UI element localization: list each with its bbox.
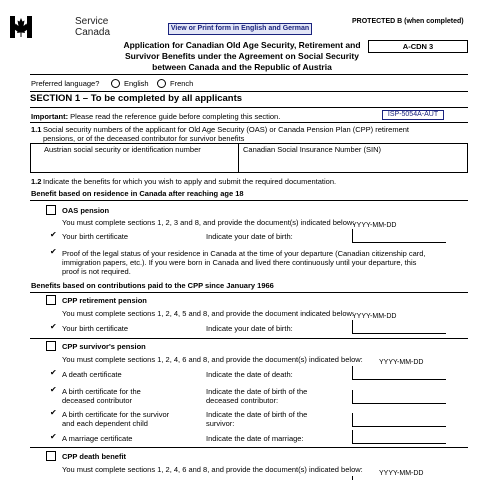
survivor-item4: A marriage certificate (62, 434, 133, 443)
form-title: Application for Canadian Old Age Security, Retirement and Survivor Benefits under the Agreement on Social Security between Canada and the Republic of Austria (123, 40, 361, 72)
cpp-retirement-checkbox[interactable] (46, 295, 56, 305)
checkmark-icon: ✔ (50, 230, 57, 239)
preferred-language-label: Preferred language? (31, 79, 100, 88)
q11-text-line2: pensions, or of the deceased contributor for survivor benefits (43, 134, 245, 143)
survivor-item3-line1: A birth certificate for the survivor (62, 410, 170, 419)
oas-instruction: You must complete sections 1, 2, 3 and 8, and provide the document(s) indicated below: (62, 218, 355, 227)
survivor-item3-line2: and each dependent child (62, 419, 148, 428)
q11-text-line1: Social security numbers of the applicant for Old Age Security (OAS) or Canada Pension Plan (CPP) retirement (43, 125, 410, 134)
residence-heading: Benefit based on residence in Canada after reaching age 18 (31, 189, 244, 198)
survivor-item3-prompt-line2: survivor: (206, 419, 235, 428)
view-print-button[interactable]: View or Print form in English and German (168, 23, 312, 35)
divider (30, 122, 468, 123)
important-label: Important: (31, 112, 69, 121)
oas-item2-line3: proof is not required. (62, 267, 131, 276)
oas-item2-line2: immigration papers, etc.). If you were born in Canada and lived there continuously until your departure, this (62, 258, 417, 267)
survivor-item4-prompt: Indicate the date of marriage: (206, 434, 304, 443)
contributor-birth-date-input[interactable] (352, 390, 446, 404)
section1-heading: SECTION 1 – To be completed by all applicants (30, 93, 243, 104)
oas-date-format: YYYY-MM-DD (352, 222, 397, 229)
english-radio[interactable] (111, 79, 120, 88)
survivor-item3-prompt-line1: Indicate the date of birth of the (206, 410, 308, 419)
divider (30, 91, 468, 92)
oas-item1-prompt: Indicate your date of birth: (206, 232, 293, 241)
service-canada-line1: Service (75, 16, 109, 27)
survivor-item2-line1: A birth certificate for the (62, 387, 141, 396)
cpp-retirement-date-format: YYYY-MM-DD (352, 313, 397, 320)
french-radio[interactable] (157, 79, 166, 88)
divider (30, 200, 468, 201)
important-text: Please read the reference guide before completing this section. (68, 112, 281, 121)
cpp-retirement-item1-prompt: Indicate your date of birth: (206, 324, 293, 333)
q11-number: 1.1 (31, 125, 42, 134)
cpp-retirement-label: CPP retirement pension (62, 296, 147, 305)
cpp-survivor-instruction: You must complete sections 1, 2, 4, 6 and 8, and provide the document(s) indicated below: (62, 355, 363, 364)
checkmark-icon: ✔ (50, 322, 57, 331)
cpp-death-benefit-checkbox[interactable] (46, 451, 56, 461)
survivor-item1: A death certificate (62, 370, 122, 379)
contributions-heading: Benefits based on contributions paid to the CPP since January 1966 (31, 281, 274, 290)
french-option-label: French (170, 79, 194, 88)
checkmark-icon: ✔ (50, 432, 57, 441)
survivor-item2-prompt-line1: Indicate the date of birth of the (206, 387, 308, 396)
cpp-retirement-item1: Your birth certificate (62, 324, 129, 333)
oas-birth-date-input[interactable] (352, 229, 446, 243)
cpp-death-date-format: YYYY-MM-DD (379, 470, 424, 477)
cpp-survivor-label: CPP survivor's pension (62, 342, 146, 351)
oas-pension-checkbox[interactable] (46, 205, 56, 215)
checkmark-icon: ✔ (50, 408, 57, 417)
checkmark-icon: ✔ (50, 385, 57, 394)
marriage-date-input[interactable] (352, 430, 446, 444)
protected-label: PROTECTED B (when completed) (352, 18, 464, 25)
survivor-item2-prompt-line2: deceased contributor: (206, 396, 279, 405)
cpp-death-instruction: You must complete sections 1, 2, 4, 6 and 8, and provide the document(s) indicated below: (62, 465, 363, 474)
oas-item2-line1: Proof of the legal status of your residence in Canada at the time of your departure (Canadian citizenship card, (62, 249, 426, 258)
checkmark-icon: ✔ (50, 247, 57, 256)
cpp-survivor-checkbox[interactable] (46, 341, 56, 351)
sin-label: Canadian Social Insurance Number (SIN) (243, 145, 381, 154)
cpp-retirement-instruction: You must complete sections 1, 2, 4, 5 and 8, and provide the document indicated below: (62, 309, 354, 318)
important-note (31, 112, 280, 121)
checkmark-icon: ✔ (50, 368, 57, 377)
austrian-ssn-input[interactable] (31, 156, 237, 172)
survivor-birth-date-input[interactable] (352, 413, 446, 427)
oas-item1: Your birth certificate (62, 232, 129, 241)
q12-text: Indicate the benefits for which you wish to apply and submit the required documentation. (43, 177, 337, 186)
cpp-death-benefit-label: CPP death benefit (62, 452, 127, 461)
divider (30, 107, 468, 108)
form-id-box: A-CDN 3 (368, 40, 468, 53)
divider (30, 338, 468, 339)
cpp-retirement-birth-date-input[interactable] (352, 320, 446, 334)
survivor-item1-prompt: Indicate the date of death: (206, 370, 293, 379)
divider (30, 74, 468, 75)
canada-flag-logo (10, 16, 32, 38)
sin-input[interactable] (239, 156, 467, 172)
divider (30, 292, 468, 293)
oas-pension-label: OAS pension (62, 206, 110, 215)
divider (30, 447, 468, 448)
service-canada-line2: Canada (75, 27, 111, 38)
survivor-item2-line2: deceased contributor (62, 396, 133, 405)
austrian-ssn-label: Austrian social security or identification number (44, 145, 201, 154)
isp-link[interactable]: ISP-5054A-AUT (382, 110, 444, 120)
cpp-survivor-date-format: YYYY-MM-DD (379, 359, 424, 366)
q12-number: 1.2 (31, 177, 42, 186)
date-box-edge (352, 476, 353, 480)
death-date-input[interactable] (352, 366, 446, 380)
english-option-label: English (124, 79, 149, 88)
